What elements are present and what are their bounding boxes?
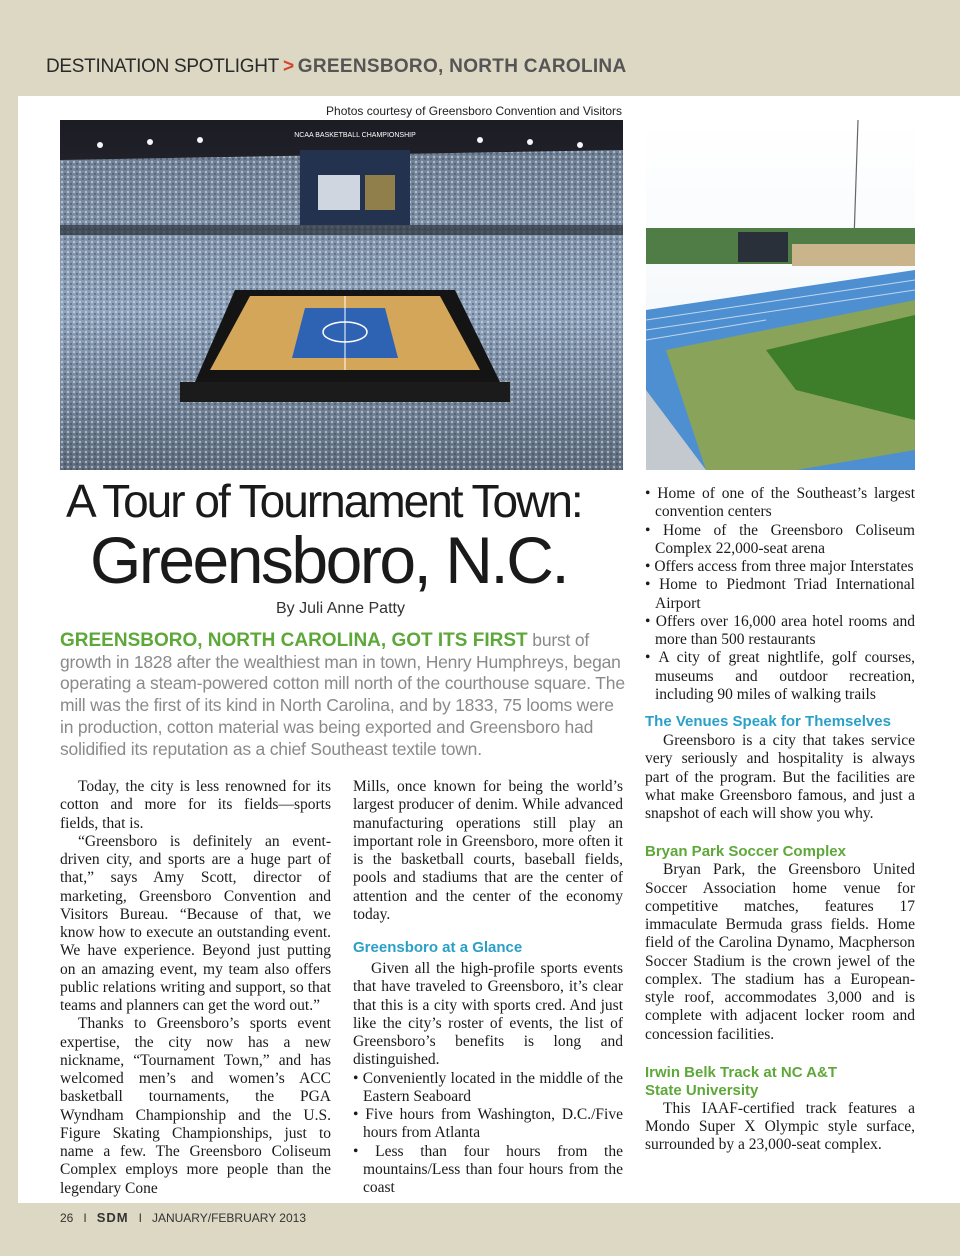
list-item: • Home of one of the Southeast’s largest convention centers bbox=[645, 485, 915, 522]
section-separator: > bbox=[282, 56, 294, 77]
subhead-venues: The Venues Speak for Themselves bbox=[645, 713, 891, 730]
col3-paragraph-2: Bryan Park, the Greensboro United Soccer Association home venue for competitive matches, features 17 immaculate Bermuda grass fields. Home field of the Carolina Dynamo, Macpherson Soccer Stadium is the crown jewel of the complex. The stadium has a European-style roof, accommodates 3,000 and is complete with adjacent locker room and concession facilities. bbox=[645, 861, 915, 1043]
list-item: • Offers over 16,000 area hotel rooms and more than 500 restaurants bbox=[645, 613, 915, 650]
list-item: • Less than four hours from the mountains/Less than four hours from the coast bbox=[353, 1143, 623, 1198]
col1-paragraph-3: Thanks to Greensboro’s sports event expertise, the city now has a new nickname, “Tournament Town,” and has welcomed men’s and women’s ACC basketball tournaments, the PGA Wyndham Championship and the U.S. Figure Skating Championships, just to name a few. The Greensboro Coliseum Complex employs more people than the legendary Cone bbox=[60, 1015, 331, 1197]
list-item: • Offers access from three major Interstates bbox=[645, 558, 915, 576]
col3-paragraph-1: Greensboro is a city that takes service very seriously and hospitality is always part of the program. But the facilities are what make Greensboro famous, and just a snapshot of each will show you why. bbox=[645, 732, 915, 822]
col1-paragraph-1: Today, the city is less renowned for its cotton and more for its fields—sports fields, that is. bbox=[60, 778, 331, 832]
subhead-bryan-park: Bryan Park Soccer Complex bbox=[645, 843, 846, 861]
list-item: • Five hours from Washington, D.C./Five hours from Atlanta bbox=[353, 1106, 623, 1143]
issue-date: JANUARY/FEBRUARY 2013 bbox=[151, 1211, 307, 1225]
article-title-line2: Greensboro, N.C. bbox=[90, 523, 568, 597]
lede-body: burst of growth in 1828 after the wealthiest man in town, Henry Humphreys, began operating a steam-powered cotton mill north of the courthouse square. The mill was the first of its kind in North Carolina, and by 1833, 75 looms were in production, cotton material was being exported and Greensboro had solidified its reputation as a chief Southeast textile town. bbox=[60, 630, 625, 759]
page-header-band bbox=[0, 0, 960, 96]
section-city: GREENSBORO, NORTH CAROLINA bbox=[297, 56, 627, 77]
photo-credit: Photos courtesy of Greensboro Convention and Visitors bbox=[326, 104, 622, 118]
list-item: • Home of the Greensboro Coliseum Complex 22,000-seat arena bbox=[645, 522, 915, 559]
arena-photo bbox=[60, 120, 623, 470]
lede-lead-in: GREENSBORO, NORTH CAROLINA, GOT ITS FIRST bbox=[60, 630, 528, 651]
glance-list bbox=[353, 1070, 623, 1198]
col1-paragraph-2: “Greensboro is definitely an event-driven city, and sports are a huge part of that,” says Amy Scott, director of marketing, Greensboro Convention and Visitors Bureau. “Because of that, we know how to execute an outstanding event. We have experience. Beyond just putting on an amazing event, my team also offers public relations writing and support, so that teams and planners can get the word out.” bbox=[60, 832, 331, 1014]
list-item: • Conveniently located in the middle of the Eastern Seaboard bbox=[353, 1070, 623, 1107]
col2-paragraph-1: Mills, once known for being the world’s largest producer of denim. While advanced manufacturing operations still play an important role in Greensboro, more often it is the basketball courts, baseball fields, pools and stadiums that are the center of attention and the center of the economy today. bbox=[353, 778, 623, 923]
section-header bbox=[46, 56, 626, 78]
subhead-at-a-glance: Greensboro at a Glance bbox=[353, 939, 523, 956]
page-number: 26 bbox=[60, 1211, 74, 1225]
column-1 bbox=[60, 778, 331, 1198]
page-footer bbox=[60, 1210, 306, 1225]
footer-divider: I bbox=[138, 1211, 142, 1225]
column-2 bbox=[353, 778, 623, 1197]
magazine-name: SDM bbox=[96, 1210, 129, 1225]
column-3 bbox=[645, 485, 915, 1155]
col3-paragraph-3: This IAAF-certified track features a Mondo Super X Olympic style surface, surrounded by a 23,000-seat complex. bbox=[645, 1099, 915, 1154]
article-title-line1: A Tour of Tournament Town: bbox=[66, 475, 582, 527]
list-item: • Home to Piedmont Triad International Airport bbox=[645, 576, 915, 613]
footer-divider: I bbox=[83, 1211, 87, 1225]
article-byline: By Juli Anne Patty bbox=[276, 600, 405, 617]
track-photo bbox=[646, 120, 915, 470]
arena-banner-text: NCAA BASKETBALL CHAMPIONSHIP bbox=[294, 132, 416, 139]
col2-paragraph-2: Given all the high-profile sports events that have traveled to Greensboro, it’s clear that this is a city with sports cred. And just like the city’s roster of events, the list of Greensboro’s benefits is long and distinguished. bbox=[353, 960, 623, 1069]
subhead-irwin-belk-line1: Irwin Belk Track at NC A&T bbox=[645, 1063, 837, 1081]
section-label: DESTINATION SPOTLIGHT bbox=[46, 56, 279, 77]
subhead-irwin-belk-line2: State University bbox=[645, 1081, 759, 1099]
article-lede bbox=[60, 630, 626, 760]
list-item: • A city of great nightlife, golf courses, museums and outdoor recreation, including 90 miles of walking trails bbox=[645, 649, 915, 704]
benefits-list bbox=[645, 485, 915, 704]
